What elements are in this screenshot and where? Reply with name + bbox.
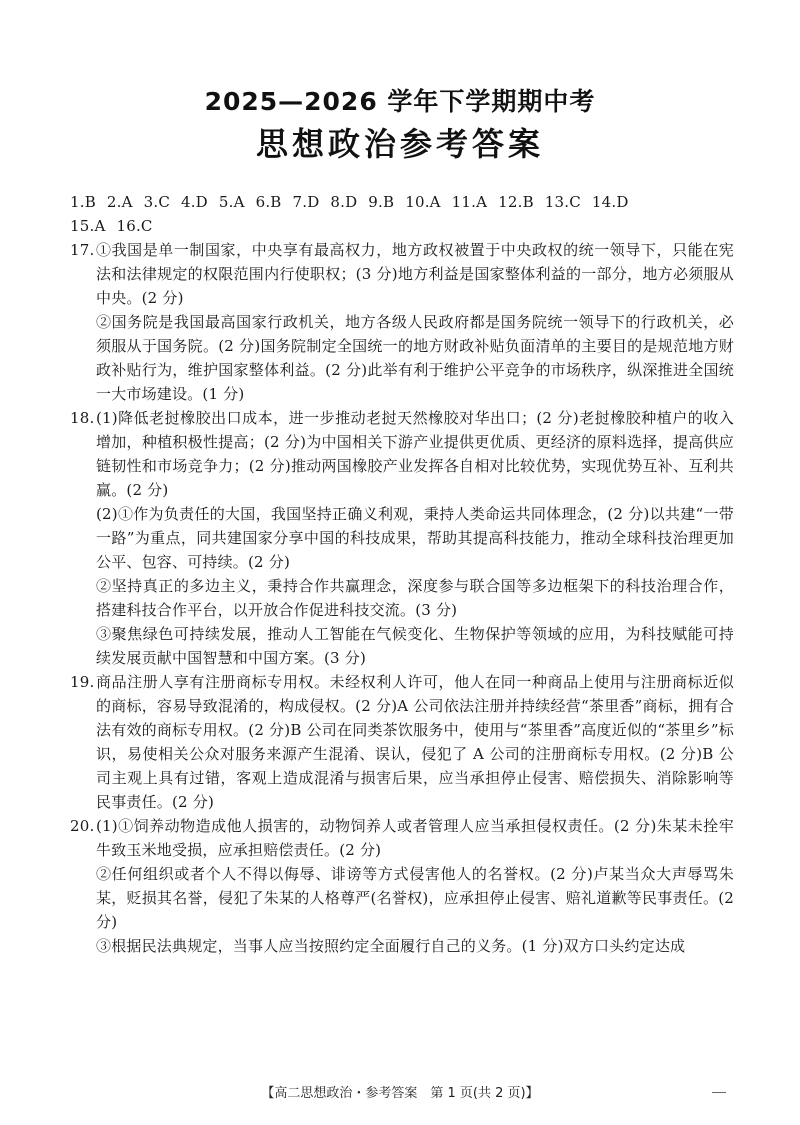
choice-answers-row-1: 1.B 2.A 3.C 4.D 5.A 6.B 7.D 8.D 9.B 10.A 11.A 12.B 13.C 14.D xyxy=(70,193,629,211)
question-number: 19. xyxy=(70,673,95,691)
question-number: 17. xyxy=(70,241,95,259)
choice-answers xyxy=(70,190,734,238)
answer-paragraph: ③根据民法典规定，当事人应当按照约定全面履行自己的义务。(1 分)双方口头约定达成 xyxy=(96,937,686,955)
answer-paragraph: ③聚焦绿色可持续发展，推动人工智能在气候变化、生物保护等领域的应用，为科技赋能可持续发展贡献中国智慧和中国方案。(3 分) xyxy=(96,625,734,667)
question-20 xyxy=(70,814,734,958)
answer-paragraph: ①我国是单一制国家，中央享有最高权力，地方政权被置于中央政权的统一领导下，只能在宪法和法律规定的权限范围内行使职权；(3 分)地方利益是国家整体利益的一部分，地方必须服从中央。(2 分) xyxy=(96,241,734,307)
question-17-answer xyxy=(96,238,734,406)
question-19 xyxy=(70,670,734,814)
choice-answers-row-2: 15.A 16.C xyxy=(70,217,153,235)
question-17 xyxy=(70,238,734,406)
answer-paragraph: ②国务院是我国最高国家行政机关，地方各级人民政府都是国务院统一领导下的行政机关，必须服从于国务院。(2 分)国务院制定全国统一的地方财政补贴负面清单的主要目的是规范地方财政补贴行为，维护国家整体利益。(2 分)此举有利于维护公平竞争的市场秩序，纵深推进全国统一大市场建设。(1 分) xyxy=(96,313,734,403)
question-number: 18. xyxy=(70,409,95,427)
answer-paragraph: 商品注册人享有注册商标专用权。未经权利人许可，他人在同一种商品上使用与注册商标近似的商标，容易导致混淆的，构成侵权。(2 分)A 公司依法注册并持续经营“茶里香”商标，拥有合法有效的商标专用权。(2 分)B 公司在同类茶饮服务中，使用与“茶里香”高度近似的“茶里乡”标识，易使相关公众对服务来源产生混淆、误认，侵犯了 A 公司的注册商标专用权。(2 分)B 公司主观上具有过错，客观上造成混淆与损害后果，应当承担停止侵害、赔偿损失、消除影响等民事责任。(2 分) xyxy=(96,673,734,811)
question-18 xyxy=(70,406,734,670)
question-18-answer xyxy=(96,406,734,670)
answer-paragraph: (2)①作为负责任的大国，我国坚持正确义利观，秉持人类命运共同体理念，(2 分)以共建“一带一路”为重点，同共建国家分享中国的科技成果，帮助其提高科技能力，推动全球科技治理更加公平、包容、可持续。(2 分) xyxy=(96,505,734,571)
question-20-answer xyxy=(96,814,734,958)
question-number: 20. xyxy=(70,817,95,835)
answer-paragraph: (1)①饲养动物造成他人损害的，动物饲养人或者管理人应当承担侵权责任。(2 分)朱某未拴牢牛致玉米地受损，应承担赔偿责任。(2 分) xyxy=(96,817,734,859)
corner-mark xyxy=(712,1092,726,1093)
answer-body xyxy=(70,190,734,958)
answer-paragraph: ②任何组织或者个人不得以侮辱、诽谤等方式侵害他人的名誉权。(2 分)卢某当众大声辱骂朱某，贬损其名誉，侵犯了朱某的人格尊严(名誉权)，应承担停止侵害、赔礼道歉等民事责任。(2 分) xyxy=(96,865,734,931)
answer-paragraph: (1)降低老挝橡胶出口成本，进一步推动老挝天然橡胶对华出口；(2 分)老挝橡胶种植户的收入增加，种植积极性提高；(2 分)为中国相关下游产业提供更优质、更经济的原料选择，提高供应链韧性和市场竞争力；(2 分)推动两国橡胶产业发挥各自相对比较优势，实现优势互补、互利共赢。(2 分) xyxy=(96,409,734,499)
question-19-answer xyxy=(96,670,734,814)
exam-title: 2025—2026 学年下学期期中考 xyxy=(204,87,596,116)
document-title: 思想政治参考答案 xyxy=(255,125,544,163)
answer-paragraph: ②坚持真正的多边主义，秉持合作共赢理念，深度参与联合国等多边框架下的科技治理合作，搭建科技合作平台，以开放合作促进科技交流。(3 分) xyxy=(96,577,734,619)
page-footer: 【高二思想政治・参考答案 第 1 页(共 2 页)】 xyxy=(261,1086,539,1101)
